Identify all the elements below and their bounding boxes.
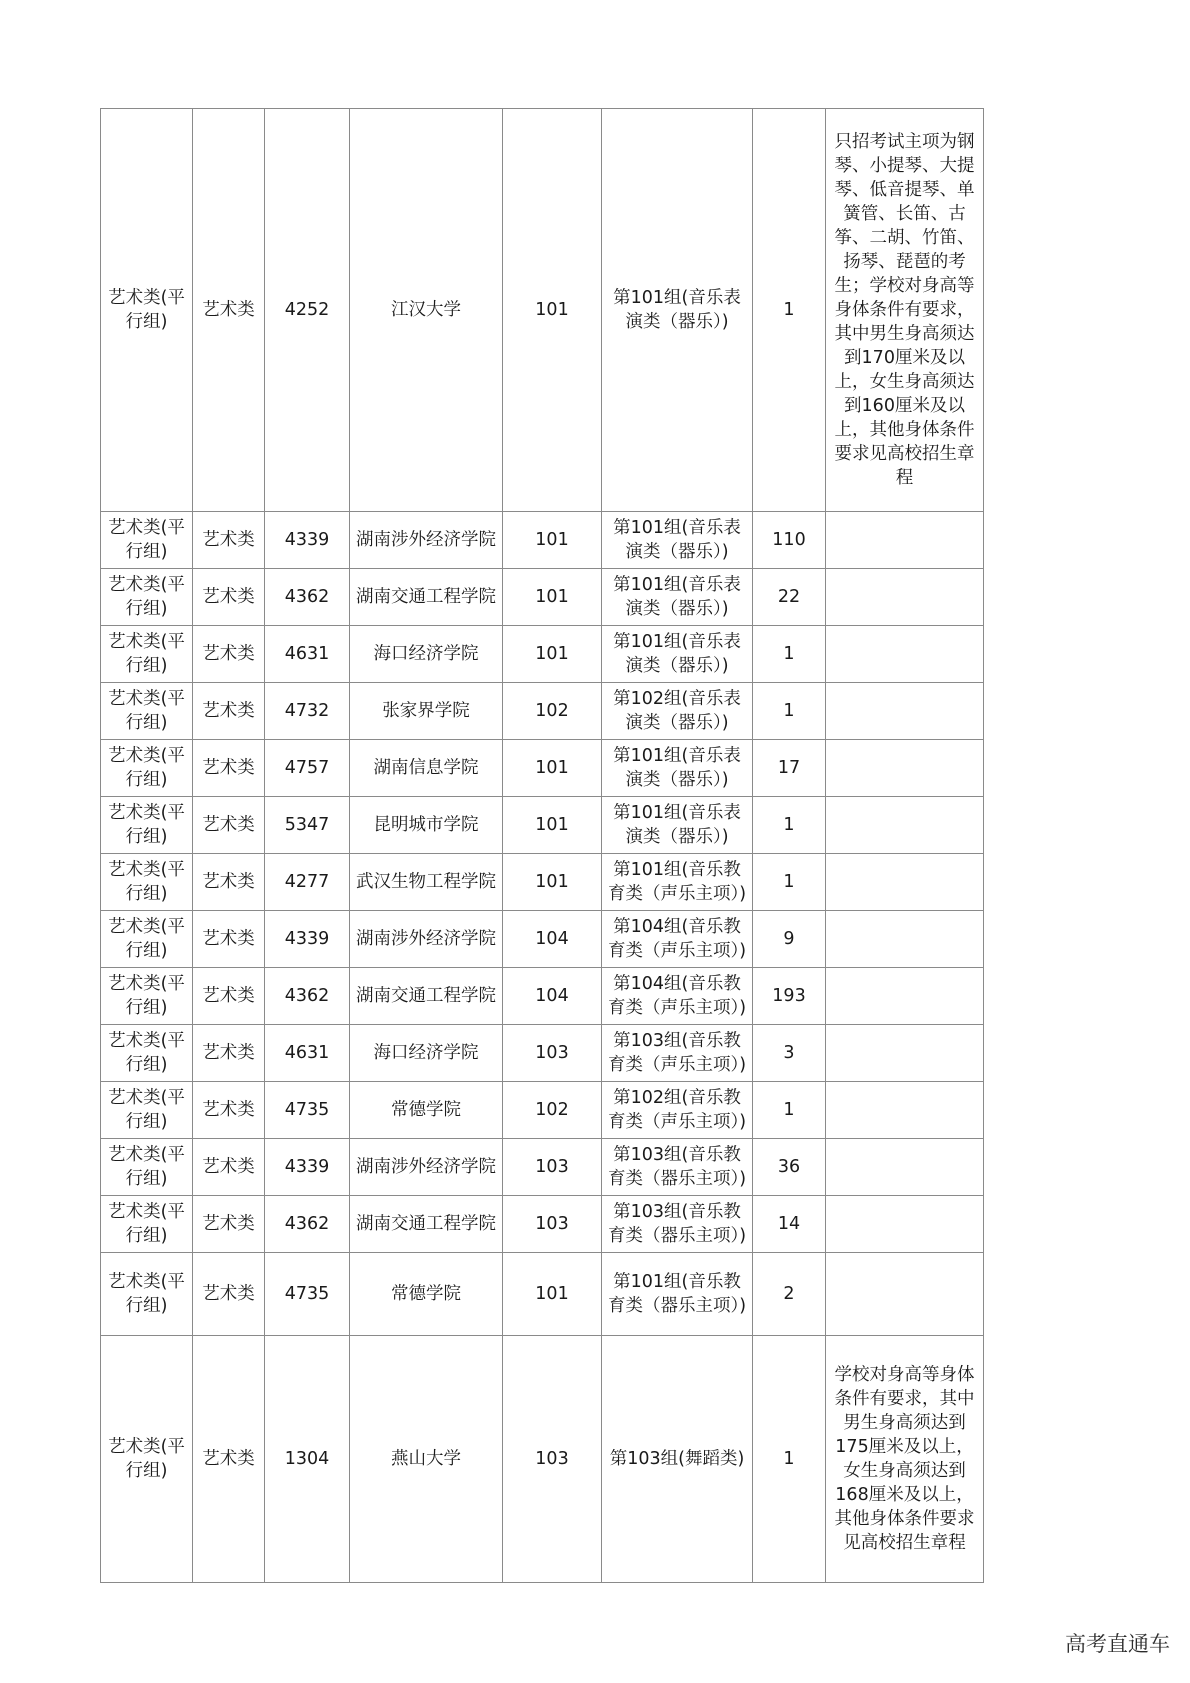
school-name-text: 海口经济学院 <box>373 644 479 664</box>
table-row <box>101 569 984 626</box>
group-name-cell <box>602 109 753 512</box>
school-name-text: 湖南涉外经济学院 <box>356 929 496 949</box>
note-cell <box>826 797 984 854</box>
group-name-text: 第102组(音乐表演类（器乐）) <box>613 689 741 733</box>
table-row <box>101 626 984 683</box>
type-text: 艺术类 <box>202 1284 255 1304</box>
plan-count-cell <box>753 1196 826 1253</box>
school-code-text: 4339 <box>284 1157 330 1177</box>
group-code-text: 101 <box>535 530 569 550</box>
group-code-text: 101 <box>535 300 569 320</box>
group-name-cell <box>602 1082 753 1139</box>
plan-count-text: 1 <box>783 701 795 721</box>
school-code-cell <box>265 1336 350 1583</box>
group-code-cell <box>503 683 602 740</box>
plan-count-text: 22 <box>777 587 801 607</box>
category-text: 艺术类(平行组) <box>108 917 185 961</box>
plan-count-text: 9 <box>783 929 795 949</box>
plan-count-cell <box>753 1025 826 1082</box>
group-name-cell <box>602 854 753 911</box>
category-text: 艺术类(平行组) <box>108 1202 185 1246</box>
table-row <box>101 512 984 569</box>
plan-count-text: 193 <box>772 986 806 1006</box>
group-code-cell <box>503 854 602 911</box>
group-code-text: 103 <box>535 1043 569 1063</box>
plan-count-cell <box>753 1139 826 1196</box>
table-row <box>101 854 984 911</box>
type-cell <box>193 911 265 968</box>
category-text: 艺术类(平行组) <box>108 803 185 847</box>
school-code-text: 4339 <box>284 530 330 550</box>
school-code-cell <box>265 911 350 968</box>
school-name-cell <box>350 911 503 968</box>
group-code-text: 102 <box>535 1100 569 1120</box>
plan-count-text: 1 <box>783 300 795 320</box>
group-code-text: 104 <box>535 986 569 1006</box>
school-name-cell <box>350 1025 503 1082</box>
school-code-text: 4362 <box>284 986 330 1006</box>
school-name-cell <box>350 740 503 797</box>
school-name-text: 江汉大学 <box>391 300 461 320</box>
type-cell <box>193 1336 265 1583</box>
school-code-text: 4732 <box>284 701 330 721</box>
category-cell <box>101 1253 193 1336</box>
school-code-cell <box>265 1139 350 1196</box>
type-cell <box>193 512 265 569</box>
group-name-cell <box>602 1196 753 1253</box>
school-code-cell <box>265 683 350 740</box>
plan-count-cell <box>753 512 826 569</box>
plan-count-text: 1 <box>783 815 795 835</box>
school-name-text: 湖南涉外经济学院 <box>356 530 496 550</box>
category-text: 艺术类(平行组) <box>108 1088 185 1132</box>
table-row <box>101 740 984 797</box>
group-code-cell <box>503 569 602 626</box>
plan-count-cell <box>753 911 826 968</box>
school-code-text: 1304 <box>284 1449 330 1469</box>
group-code-text: 102 <box>535 701 569 721</box>
group-name-text: 第102组(音乐教育类（声乐主项）) <box>607 1088 747 1132</box>
note-cell <box>826 1253 984 1336</box>
type-cell <box>193 968 265 1025</box>
school-name-cell <box>350 1196 503 1253</box>
note-cell <box>826 1336 984 1583</box>
group-code-cell <box>503 1025 602 1082</box>
table-row <box>101 1025 984 1082</box>
group-code-cell <box>503 109 602 512</box>
group-name-text: 第101组(音乐表演类（器乐）) <box>613 575 741 619</box>
type-cell <box>193 854 265 911</box>
school-name-text: 湖南交通工程学院 <box>356 986 496 1006</box>
category-text: 艺术类(平行组) <box>108 288 185 332</box>
type-cell <box>193 1196 265 1253</box>
school-name-text: 湖南信息学院 <box>373 758 479 778</box>
group-code-cell <box>503 512 602 569</box>
group-name-cell <box>602 740 753 797</box>
group-code-cell <box>503 797 602 854</box>
category-cell <box>101 1139 193 1196</box>
plan-count-cell <box>753 626 826 683</box>
school-name-cell <box>350 626 503 683</box>
school-name-cell <box>350 968 503 1025</box>
group-name-text: 第101组(音乐教育类（声乐主项）) <box>607 860 747 904</box>
plan-count-cell <box>753 740 826 797</box>
type-text: 艺术类 <box>202 986 255 1006</box>
group-code-text: 101 <box>535 872 569 892</box>
group-code-text: 103 <box>535 1449 569 1469</box>
table-row <box>101 1196 984 1253</box>
school-name-text: 湖南交通工程学院 <box>356 1214 496 1234</box>
school-code-text: 5347 <box>284 815 330 835</box>
category-cell <box>101 626 193 683</box>
school-code-text: 4631 <box>284 1043 330 1063</box>
group-name-text: 第104组(音乐教育类（声乐主项）) <box>607 974 747 1018</box>
note-cell <box>826 1082 984 1139</box>
school-code-text: 4362 <box>284 587 330 607</box>
plan-count-cell <box>753 1253 826 1336</box>
type-cell <box>193 1082 265 1139</box>
group-name-text: 第103组(舞蹈类) <box>609 1449 745 1469</box>
note-cell <box>826 683 984 740</box>
note-cell <box>826 1025 984 1082</box>
group-code-cell <box>503 626 602 683</box>
plan-count-cell <box>753 1082 826 1139</box>
plan-count-text: 110 <box>772 530 806 550</box>
type-cell <box>193 1139 265 1196</box>
school-name-text: 湖南交通工程学院 <box>356 587 496 607</box>
school-code-cell <box>265 740 350 797</box>
category-cell <box>101 740 193 797</box>
group-name-cell <box>602 968 753 1025</box>
school-code-text: 4631 <box>284 644 330 664</box>
note-text: 只招考试主项为钢琴、小提琴、大提琴、低音提琴、单簧管、长笛、古筝、二胡、竹笛、扬琴、琵琶的考生；学校对身高等身体条件有要求，其中男生身高须达到170厘米及以上，女生身高须达到160厘米及以上，其他身体条件要求见高校招生章程 <box>834 132 975 488</box>
school-code-cell <box>265 1082 350 1139</box>
group-name-text: 第104组(音乐教育类（声乐主项）) <box>607 917 747 961</box>
group-name-text: 第103组(音乐教育类（器乐主项）) <box>607 1202 747 1246</box>
category-text: 艺术类(平行组) <box>108 860 185 904</box>
type-text: 艺术类 <box>202 758 255 778</box>
school-name-text: 常德学院 <box>391 1100 461 1120</box>
group-code-text: 101 <box>535 587 569 607</box>
school-name-text: 昆明城市学院 <box>373 815 479 835</box>
type-cell <box>193 569 265 626</box>
group-name-text: 第101组(音乐表演类（器乐）) <box>613 288 741 332</box>
type-text: 艺术类 <box>202 1157 255 1177</box>
category-text: 艺术类(平行组) <box>108 689 185 733</box>
school-code-cell <box>265 109 350 512</box>
plan-count-cell <box>753 854 826 911</box>
category-text: 艺术类(平行组) <box>108 518 185 562</box>
group-name-cell <box>602 911 753 968</box>
table-row <box>101 911 984 968</box>
group-name-text: 第101组(音乐表演类（器乐）) <box>613 803 741 847</box>
table-row <box>101 968 984 1025</box>
school-name-cell <box>350 797 503 854</box>
type-text: 艺术类 <box>202 644 255 664</box>
group-name-cell <box>602 1025 753 1082</box>
school-name-cell <box>350 1336 503 1583</box>
plan-count-text: 3 <box>783 1043 795 1063</box>
group-name-cell <box>602 626 753 683</box>
school-name-cell <box>350 854 503 911</box>
group-code-cell <box>503 1196 602 1253</box>
school-code-cell <box>265 512 350 569</box>
note-cell <box>826 1196 984 1253</box>
school-code-text: 4735 <box>284 1100 330 1120</box>
watermark: 高考直通车 <box>1065 1632 1170 1656</box>
group-code-text: 101 <box>535 644 569 664</box>
group-code-text: 104 <box>535 929 569 949</box>
table-row <box>101 683 984 740</box>
type-cell <box>193 1253 265 1336</box>
group-name-text: 第101组(音乐表演类（器乐）) <box>613 746 741 790</box>
type-text: 艺术类 <box>202 530 255 550</box>
group-code-text: 101 <box>535 815 569 835</box>
group-name-text: 第103组(音乐教育类（器乐主项）) <box>607 1145 747 1189</box>
school-name-cell <box>350 512 503 569</box>
table-row <box>101 1336 984 1583</box>
plan-count-cell <box>753 797 826 854</box>
note-text: 学校对身高等身体条件有要求，其中男生身高须达到175厘米及以上，女生身高须达到168厘米及以上，其他身体条件要求见高校招生章程 <box>834 1365 975 1553</box>
group-name-cell <box>602 512 753 569</box>
school-name-cell <box>350 1253 503 1336</box>
type-cell <box>193 683 265 740</box>
group-code-cell <box>503 1082 602 1139</box>
note-cell <box>826 740 984 797</box>
type-text: 艺术类 <box>202 1100 255 1120</box>
school-name-text: 湖南涉外经济学院 <box>356 1157 496 1177</box>
school-name-cell <box>350 683 503 740</box>
category-cell <box>101 512 193 569</box>
group-name-text: 第103组(音乐教育类（声乐主项）) <box>607 1031 747 1075</box>
school-code-cell <box>265 968 350 1025</box>
group-name-cell <box>602 1253 753 1336</box>
group-code-text: 103 <box>535 1214 569 1234</box>
plan-count-text: 1 <box>783 1100 795 1120</box>
type-text: 艺术类 <box>202 587 255 607</box>
group-name-text: 第101组(音乐表演类（器乐）) <box>613 632 741 676</box>
group-name-cell <box>602 569 753 626</box>
plan-count-cell <box>753 109 826 512</box>
plan-count-text: 36 <box>777 1157 801 1177</box>
group-code-cell <box>503 968 602 1025</box>
type-text: 艺术类 <box>202 815 255 835</box>
table-row <box>101 797 984 854</box>
school-code-text: 4362 <box>284 1214 330 1234</box>
category-text: 艺术类(平行组) <box>108 1145 185 1189</box>
group-name-text: 第101组(音乐表演类（器乐）) <box>613 518 741 562</box>
note-cell <box>826 109 984 512</box>
group-code-cell <box>503 911 602 968</box>
school-code-cell <box>265 1025 350 1082</box>
group-name-cell <box>602 1139 753 1196</box>
school-code-text: 4735 <box>284 1284 330 1304</box>
group-name-text: 第101组(音乐教育类（器乐主项）) <box>607 1272 747 1316</box>
school-code-cell <box>265 569 350 626</box>
category-text: 艺术类(平行组) <box>108 1272 185 1316</box>
type-text: 艺术类 <box>202 1449 255 1469</box>
note-cell <box>826 512 984 569</box>
category-cell <box>101 683 193 740</box>
category-text: 艺术类(平行组) <box>108 575 185 619</box>
school-code-text: 4252 <box>284 300 330 320</box>
note-cell <box>826 1139 984 1196</box>
plan-count-cell <box>753 683 826 740</box>
note-cell <box>826 569 984 626</box>
plan-count-text: 1 <box>783 872 795 892</box>
category-cell <box>101 911 193 968</box>
group-name-cell <box>602 1336 753 1583</box>
type-text: 艺术类 <box>202 701 255 721</box>
type-cell <box>193 109 265 512</box>
school-code-cell <box>265 854 350 911</box>
group-name-cell <box>602 683 753 740</box>
school-name-text: 燕山大学 <box>391 1449 461 1469</box>
category-text: 艺术类(平行组) <box>108 974 185 1018</box>
group-code-cell <box>503 740 602 797</box>
school-code-text: 4339 <box>284 929 330 949</box>
category-cell <box>101 968 193 1025</box>
plan-count-text: 17 <box>777 758 801 778</box>
note-cell <box>826 911 984 968</box>
table-row <box>101 1253 984 1336</box>
type-cell <box>193 740 265 797</box>
category-cell <box>101 1082 193 1139</box>
group-code-text: 101 <box>535 1284 569 1304</box>
group-name-cell <box>602 797 753 854</box>
group-code-text: 103 <box>535 1157 569 1177</box>
note-cell <box>826 854 984 911</box>
school-name-text: 常德学院 <box>391 1284 461 1304</box>
category-cell <box>101 1336 193 1583</box>
type-text: 艺术类 <box>202 1043 255 1063</box>
plan-count-text: 14 <box>777 1214 801 1234</box>
type-text: 艺术类 <box>202 872 255 892</box>
school-code-cell <box>265 1196 350 1253</box>
school-code-cell <box>265 797 350 854</box>
category-cell <box>101 569 193 626</box>
category-text: 艺术类(平行组) <box>108 746 185 790</box>
plan-count-text: 2 <box>783 1284 795 1304</box>
school-name-text: 张家界学院 <box>382 701 470 721</box>
note-cell <box>826 968 984 1025</box>
category-cell <box>101 109 193 512</box>
type-cell <box>193 797 265 854</box>
school-code-cell <box>265 626 350 683</box>
plan-count-text: 1 <box>783 644 795 664</box>
category-cell <box>101 797 193 854</box>
school-name-cell <box>350 109 503 512</box>
note-cell <box>826 626 984 683</box>
type-cell <box>193 626 265 683</box>
school-code-text: 4277 <box>284 872 330 892</box>
type-text: 艺术类 <box>202 929 255 949</box>
school-name-text: 武汉生物工程学院 <box>356 872 496 892</box>
admissions-table <box>100 108 984 1583</box>
school-name-cell <box>350 1082 503 1139</box>
group-code-cell <box>503 1139 602 1196</box>
type-text: 艺术类 <box>202 1214 255 1234</box>
category-cell <box>101 854 193 911</box>
category-text: 艺术类(平行组) <box>108 1437 185 1481</box>
school-code-text: 4757 <box>284 758 330 778</box>
table-row <box>101 1082 984 1139</box>
category-cell <box>101 1025 193 1082</box>
school-name-cell <box>350 569 503 626</box>
table-row <box>101 109 984 512</box>
table-row <box>101 1139 984 1196</box>
plan-count-text: 1 <box>783 1449 795 1469</box>
category-text: 艺术类(平行组) <box>108 632 185 676</box>
school-name-cell <box>350 1139 503 1196</box>
category-cell <box>101 1196 193 1253</box>
plan-count-cell <box>753 569 826 626</box>
plan-count-cell <box>753 1336 826 1583</box>
school-code-cell <box>265 1253 350 1336</box>
category-text: 艺术类(平行组) <box>108 1031 185 1075</box>
type-text: 艺术类 <box>202 300 255 320</box>
group-code-cell <box>503 1253 602 1336</box>
type-cell <box>193 1025 265 1082</box>
group-code-text: 101 <box>535 758 569 778</box>
plan-count-cell <box>753 968 826 1025</box>
group-code-cell <box>503 1336 602 1583</box>
school-name-text: 海口经济学院 <box>373 1043 479 1063</box>
